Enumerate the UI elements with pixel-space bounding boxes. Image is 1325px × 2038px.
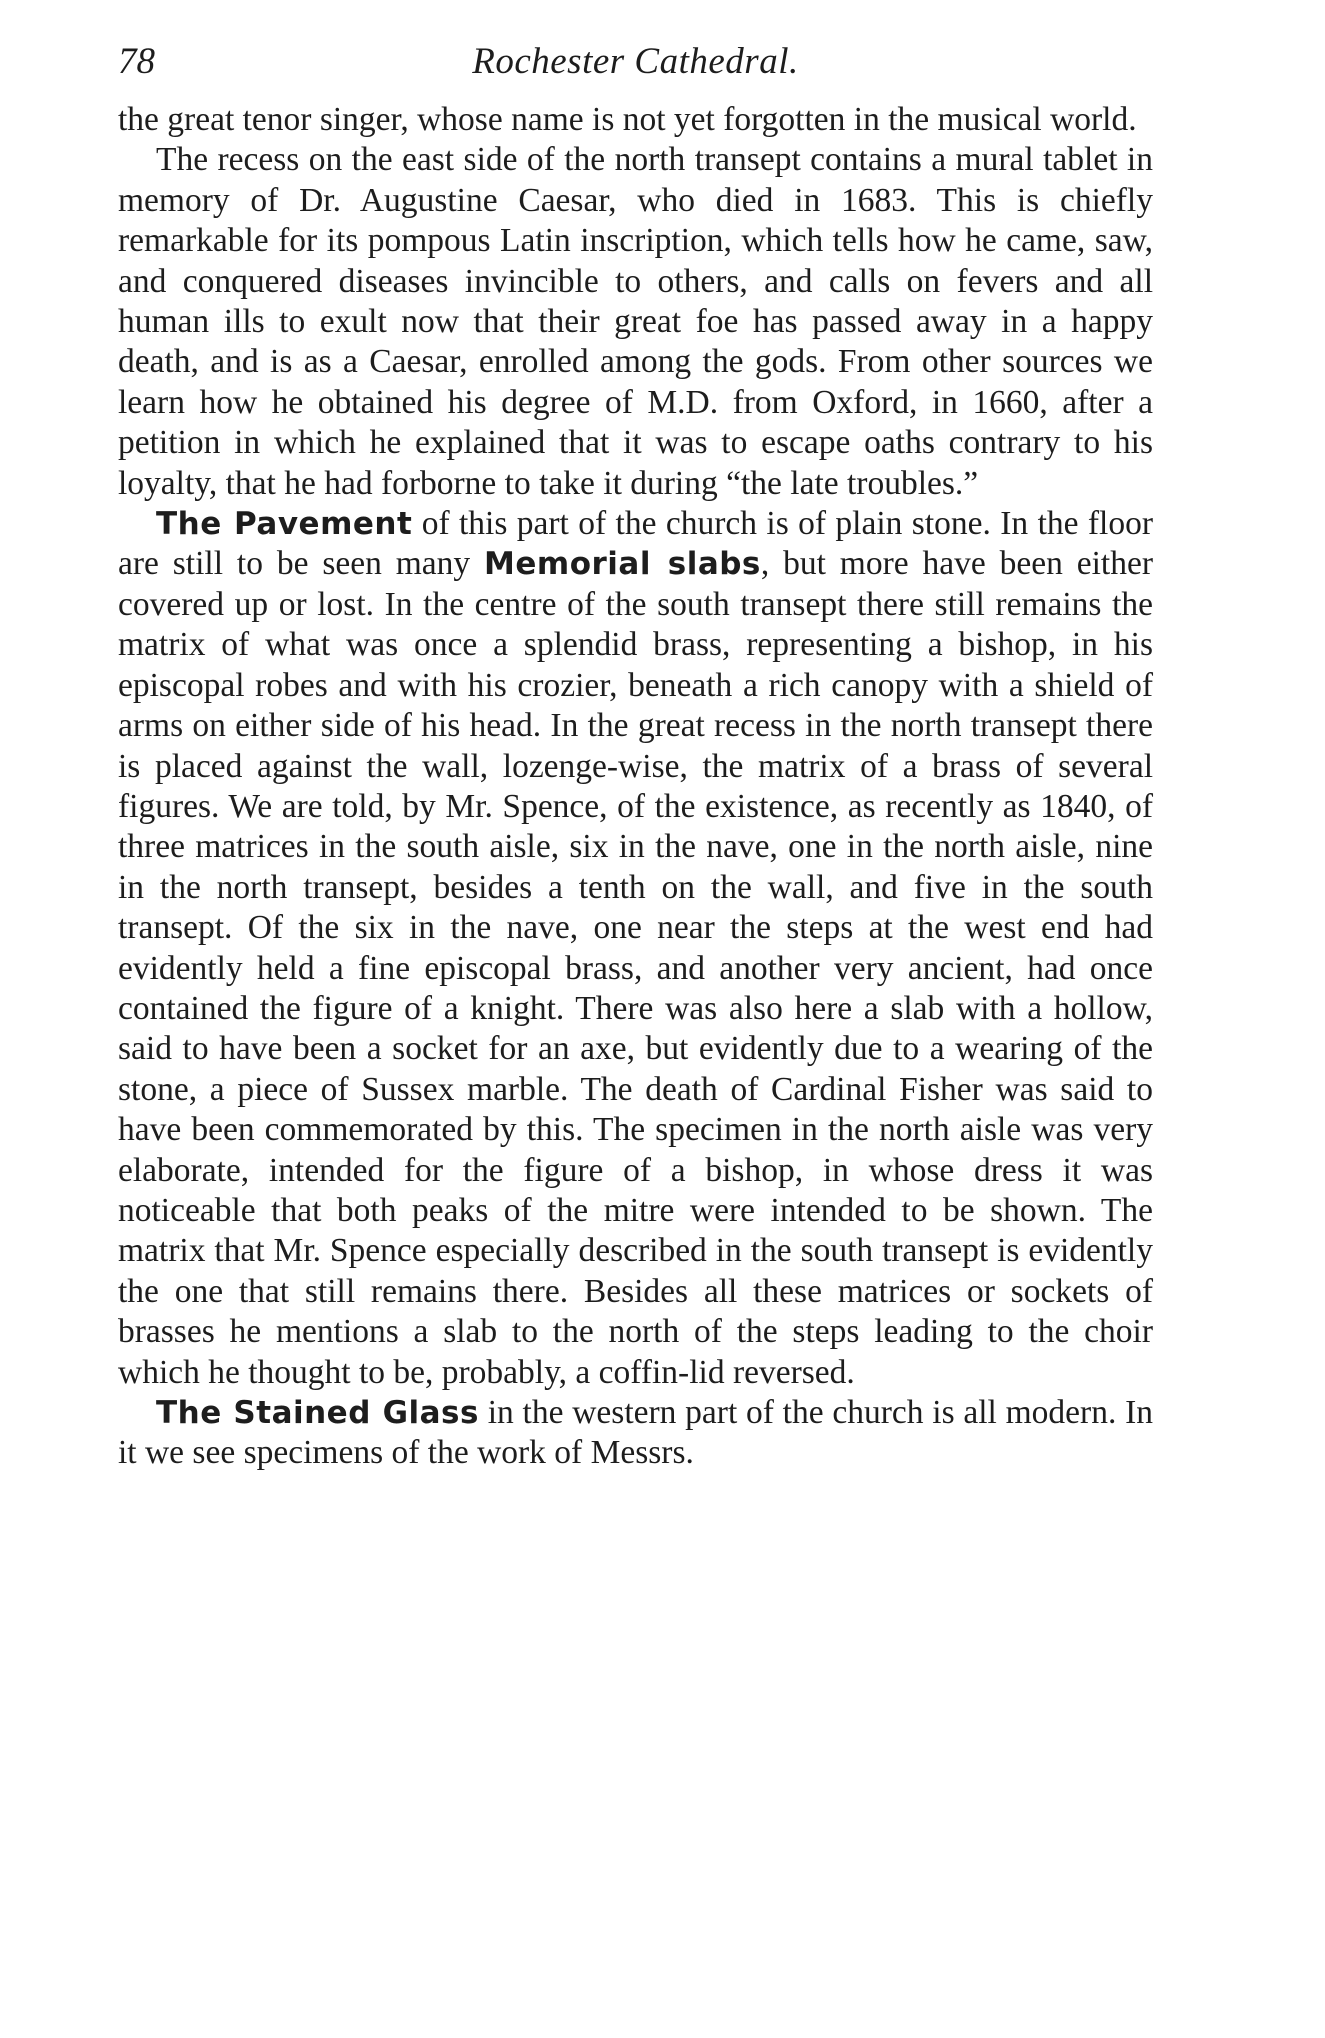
paragraph-caesar-tablet: The recess on the east side of the north transept contains a mural tablet in memory of Dr. Augustine Caesar, who died in 1683. This is chiefly remarkable for its pompous Latin inscription, which tells how he came, saw, and conquered diseases invincible to others, and calls on fevers and all human ills to exult now that their great foe has passed away in a happy death, and is as a Caesar, enrolled among the gods. From other sources we learn how he obtained his degree of M.D. from Oxford, in 1660, after a petition in which he explained that it was to escape oaths contrary to his loyalty, that he had forborne to take it during “the late troubles.” xyxy=(118,141,1153,502)
page-header xyxy=(118,40,1153,100)
paragraph-text: , but more have been either covered up or lost. In the centre of the south transept there still remains the matrix of what was once a splendid brass, representing a bishop, in his episcopal robes and with his crozier, beneath a rich canopy with a shield of arms on either side of his head. In the great recess in the north transept there is placed against the wall, lozenge-wise, the matrix of a brass of several figures. We are told, by Mr. Spence, of the existence, as recently as 1840, of three matrices in the south aisle, six in the nave, one in the north aisle, nine in the north transept, besides a tenth on the wall, and five in the south transept. Of the six in the nave, one near the steps at the west end had evidently held a fine episcopal brass, and another very ancient, had once contained the figure of a knight. There was also here a slab with a hollow, said to have been a socket for an axe, but evidently due to a wearing of the stone, a piece of Sussex marble. The death of Cardinal Fisher was said to have been commemorated by this. The specimen in the north aisle was very elaborate, intended for the figure of a bishop, in whose dress it was noticeable that both peaks of the mitre were intended to be shown. The matrix that Mr. Spence especially described in the south transept is evidently the one that still remains there. Besides all these matrices or sockets of brasses he mentions a slab to the north of the steps leading to the choir which he thought to be, probably, a coffin-lid reversed. xyxy=(118,545,1153,1391)
paragraph-stained-glass xyxy=(118,1393,1153,1474)
paragraph-pavement xyxy=(118,504,1153,1393)
book-page xyxy=(118,40,1153,1474)
running-title: Rochester Cathedral. xyxy=(472,41,799,82)
paragraph-continued: the great tenor singer, whose name is not yet forgotten in the musical world. xyxy=(118,101,1137,138)
topic-heading-pavement: The Pavement xyxy=(156,506,413,543)
topic-heading-memorial-slabs: Memorial slabs xyxy=(484,546,761,583)
paragraph-text: of this part of the church is of plain stone. In the floor are still to be seen many xyxy=(118,505,1153,583)
paragraph-text: in the western part of the church is all modern. In it we see specimens of the work of Messrs. xyxy=(118,1394,1153,1472)
page-number: 78 xyxy=(118,41,155,82)
topic-heading-stained-glass: The Stained Glass xyxy=(156,1395,479,1431)
body-text xyxy=(118,100,1153,1474)
